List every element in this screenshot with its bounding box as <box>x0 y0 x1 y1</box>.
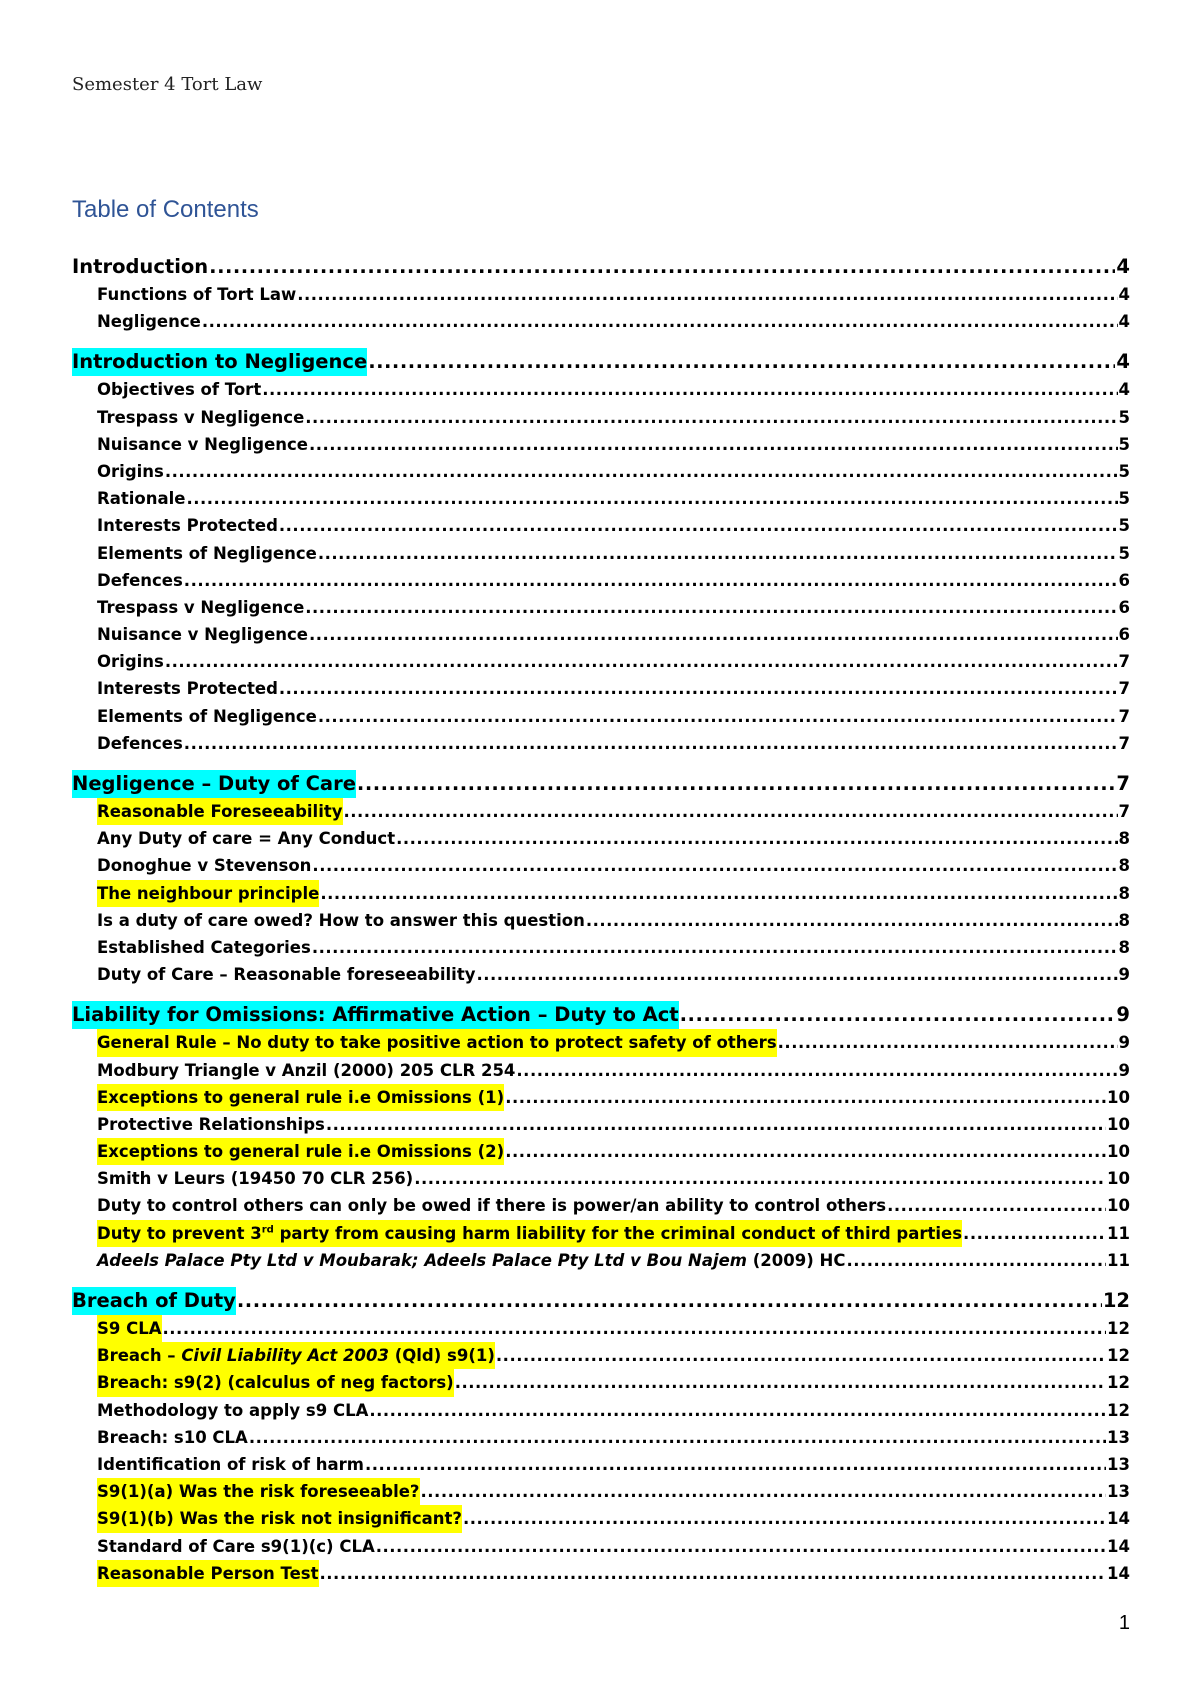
toc-subentry[interactable] <box>72 458 1130 485</box>
toc-heading-entry[interactable] <box>72 1001 1130 1029</box>
toc-subentry[interactable] <box>72 1560 1130 1587</box>
dot-leader <box>165 458 1118 485</box>
toc-page-number: 5 <box>1118 434 1130 454</box>
toc-entry-label: Smith v Leurs (19450 70 CLR 256) <box>97 1169 414 1189</box>
toc-subentry[interactable] <box>72 880 1130 907</box>
toc-entry-label: Duty of Care – Reasonable foreseeability <box>97 965 476 985</box>
toc-page-number: 10 <box>1107 1114 1130 1134</box>
toc-page-number: 10 <box>1107 1169 1130 1189</box>
toc-page-number: 6 <box>1118 597 1130 617</box>
toc-entry-label: Origins <box>97 461 164 481</box>
toc-entry-label: Nuisance v Negligence <box>97 625 308 645</box>
toc-page-number: 10 <box>1107 1196 1130 1216</box>
toc-subentry[interactable] <box>72 961 1130 988</box>
dot-leader <box>209 253 1115 281</box>
toc-page-number: 9 <box>1118 1060 1130 1080</box>
dot-leader <box>326 1111 1106 1138</box>
toc-page-number: 5 <box>1118 489 1130 509</box>
toc-subentry[interactable] <box>72 703 1130 730</box>
dot-leader <box>202 308 1118 335</box>
toc-entry-label: Interests Protected <box>97 679 278 699</box>
toc-entry-label: Any Duty of care = Any Conduct <box>97 829 396 849</box>
toc-page-number: 8 <box>1118 910 1130 930</box>
toc-entry-label: S9 CLA <box>97 1315 162 1342</box>
toc-page-number: 7 <box>1116 772 1130 795</box>
toc-page-number: 13 <box>1107 1427 1130 1447</box>
toc-page-number: 7 <box>1118 802 1130 821</box>
dot-leader <box>421 1478 1107 1505</box>
toc-subentry[interactable] <box>72 281 1130 308</box>
toc-title: Table of Contents <box>72 196 259 223</box>
toc-entry-label: Adeels Palace Pty Ltd v Moubarak; Adeels Palace Pty Ltd v Bou Najem (2009) HC <box>97 1250 846 1270</box>
toc-subentry[interactable] <box>72 512 1130 539</box>
toc-entry-label: Breach: s10 CLA <box>97 1427 248 1447</box>
dot-leader <box>496 1342 1106 1369</box>
toc-entry-label: Negligence – Duty of Care <box>72 770 356 798</box>
toc-page-number: 12 <box>1107 1319 1130 1338</box>
dot-leader <box>309 621 1118 648</box>
toc-page-number: 12 <box>1107 1373 1130 1393</box>
toc-entry-label: Defences <box>97 733 183 753</box>
toc-subentry[interactable] <box>72 1369 1130 1396</box>
toc-page-number: 13 <box>1107 1454 1130 1474</box>
toc-subentry[interactable] <box>72 1424 1130 1451</box>
toc-entry-label: Trespass v Negligence <box>97 597 305 617</box>
toc-entry-label: Duty to prevent 3rd party from causing harm liability for the criminal conduct of third parties <box>97 1220 962 1247</box>
toc-subentry[interactable] <box>72 798 1130 825</box>
toc-entry-label: Introduction <box>72 255 209 278</box>
toc-subentry[interactable] <box>72 376 1130 403</box>
dot-leader <box>846 1247 1106 1274</box>
dot-leader <box>320 880 1117 907</box>
toc-entry-label: Breach – Civil Liability Act 2003 (Qld) s9(1) <box>97 1342 495 1369</box>
toc-subentry[interactable] <box>72 308 1130 335</box>
toc-subentry[interactable] <box>72 594 1130 621</box>
toc-subentry[interactable] <box>72 567 1130 594</box>
toc-entry-label: Is a duty of care owed? How to answer this question <box>97 910 585 930</box>
toc-subentry[interactable] <box>72 431 1130 458</box>
table-of-contents <box>72 253 1130 1587</box>
toc-subentry[interactable] <box>72 1342 1130 1369</box>
dot-leader <box>312 934 1118 961</box>
toc-page-number: 8 <box>1118 937 1130 957</box>
dot-leader <box>186 485 1117 512</box>
toc-page-number: 9 <box>1116 1003 1130 1027</box>
toc-entry-label: Interests Protected <box>97 516 278 536</box>
toc-entry-label: Identification of risk of harm <box>97 1454 365 1474</box>
toc-page-number: 12 <box>1107 1346 1130 1366</box>
toc-entry-label: Elements of Negligence <box>97 706 317 726</box>
toc-subentry[interactable] <box>72 485 1130 512</box>
toc-heading-entry[interactable] <box>72 770 1130 798</box>
toc-subentry[interactable] <box>72 1057 1130 1084</box>
toc-entry-label: Rationale <box>97 489 186 509</box>
dot-leader <box>305 594 1117 621</box>
toc-page-number: 12 <box>1102 1289 1130 1312</box>
toc-heading-entry[interactable] <box>72 348 1130 376</box>
toc-subentry[interactable] <box>72 540 1130 567</box>
dot-leader <box>344 798 1118 825</box>
dot-leader <box>680 1001 1116 1029</box>
dot-leader <box>887 1192 1106 1219</box>
toc-page-number: 6 <box>1118 625 1130 645</box>
toc-subentry[interactable] <box>72 1451 1130 1478</box>
dot-leader <box>184 730 1118 757</box>
toc-entry-label: Protective Relationships <box>97 1114 325 1134</box>
toc-entry-label: Objectives of Tort <box>97 380 262 400</box>
toc-subentry[interactable] <box>72 730 1130 757</box>
toc-subentry[interactable] <box>72 907 1130 934</box>
dot-leader <box>309 431 1118 458</box>
toc-entry-label: Donoghue v Stevenson <box>97 856 312 876</box>
toc-page-number: 8 <box>1118 883 1130 903</box>
toc-subentry[interactable] <box>72 1397 1130 1424</box>
dot-leader <box>778 1029 1118 1056</box>
toc-page-number: 8 <box>1118 829 1130 849</box>
dot-leader <box>318 703 1118 730</box>
toc-page-number: 11 <box>1107 1250 1130 1270</box>
dot-leader <box>505 1084 1106 1111</box>
toc-subentry[interactable] <box>72 404 1130 431</box>
dot-leader <box>455 1369 1106 1396</box>
toc-page-number: 10 <box>1107 1142 1130 1162</box>
toc-page-number: 4 <box>1116 350 1130 374</box>
toc-page-number: 7 <box>1118 652 1130 672</box>
toc-subentry[interactable] <box>72 934 1130 961</box>
dot-leader <box>184 567 1118 594</box>
toc-page-number: 4 <box>1118 312 1130 332</box>
toc-subentry[interactable] <box>72 1505 1130 1532</box>
dot-leader <box>305 404 1117 431</box>
toc-entry-label: Duty to control others can only be owed if there is power/an ability to control others <box>97 1196 887 1216</box>
toc-page-number: 7 <box>1118 706 1130 726</box>
toc-page-number: 5 <box>1118 461 1130 481</box>
page-number: 1 <box>1118 1612 1130 1634</box>
toc-entry-label: Methodology to apply s9 CLA <box>97 1400 369 1420</box>
toc-entry-label: Breach: s9(2) (calculus of neg factors) <box>97 1369 454 1396</box>
toc-page-number: 14 <box>1107 1536 1130 1556</box>
dot-leader <box>297 281 1117 308</box>
toc-entry-label: S9(1)(b) Was the risk not insignificant? <box>97 1505 462 1532</box>
toc-page-number: 5 <box>1118 543 1130 563</box>
toc-entry-label: Negligence <box>97 312 201 332</box>
dot-leader <box>476 961 1117 988</box>
dot-leader <box>463 1505 1106 1532</box>
dot-leader <box>414 1165 1106 1192</box>
dot-leader <box>505 1138 1106 1165</box>
toc-page-number: 10 <box>1107 1087 1130 1107</box>
toc-subentry[interactable] <box>72 1192 1130 1219</box>
dot-leader <box>262 376 1117 403</box>
toc-page-number: 9 <box>1118 1033 1130 1053</box>
toc-entry-label: The neighbour principle <box>97 880 319 907</box>
dot-leader <box>369 1397 1106 1424</box>
toc-entry-label: Breach of Duty <box>72 1287 236 1315</box>
toc-entry-label: Functions of Tort Law <box>97 285 297 304</box>
toc-entry-label: Introduction to Negligence <box>72 348 367 376</box>
toc-entry-label: Elements of Negligence <box>97 543 317 563</box>
toc-entry-label: Reasonable Person Test <box>97 1560 319 1587</box>
dot-leader <box>318 540 1118 567</box>
toc-page-number: 4 <box>1118 380 1130 400</box>
toc-subentry[interactable] <box>72 1138 1130 1165</box>
toc-subentry[interactable] <box>72 1220 1130 1247</box>
dot-leader <box>320 1560 1107 1587</box>
toc-entry-label: Defences <box>97 570 183 590</box>
toc-subentry[interactable] <box>72 1533 1130 1560</box>
toc-subentry[interactable] <box>72 1478 1130 1505</box>
dot-leader <box>376 1533 1106 1560</box>
toc-page-number: 8 <box>1118 856 1130 876</box>
toc-subentry[interactable] <box>72 648 1130 675</box>
toc-subentry[interactable] <box>72 852 1130 879</box>
toc-page-number: 5 <box>1118 516 1130 536</box>
toc-heading-entry[interactable] <box>72 253 1130 281</box>
toc-entry-label: Exceptions to general rule i.e Omissions (1) <box>97 1084 504 1111</box>
toc-entry-label: Trespass v Negligence <box>97 407 305 427</box>
toc-page-number: 13 <box>1107 1482 1130 1502</box>
toc-subentry[interactable] <box>72 621 1130 648</box>
toc-page-number: 11 <box>1107 1223 1130 1243</box>
toc-entry-label: Standard of Care s9(1)(c) CLA <box>97 1536 375 1556</box>
dot-leader <box>396 825 1117 852</box>
toc-entry-label: Reasonable Foreseeability <box>97 798 343 825</box>
toc-entry-label: S9(1)(a) Was the risk foreseeable? <box>97 1478 420 1505</box>
dot-leader <box>165 648 1118 675</box>
dot-leader <box>249 1424 1106 1451</box>
toc-entry-label: Modbury Triangle v Anzil (2000) 205 CLR 254 <box>97 1060 516 1080</box>
dot-leader <box>279 675 1118 702</box>
dot-leader <box>963 1220 1106 1247</box>
toc-entry-label: Origins <box>97 652 164 672</box>
dot-leader <box>312 852 1117 879</box>
toc-subentry[interactable] <box>72 1029 1130 1056</box>
dot-leader <box>368 348 1115 376</box>
toc-page-number: 14 <box>1107 1563 1130 1583</box>
toc-entry-label: Liability for Omissions: Affirmative Action – Duty to Act <box>72 1001 679 1029</box>
toc-subentry[interactable] <box>72 1111 1130 1138</box>
dot-leader <box>365 1451 1106 1478</box>
toc-page-number: 7 <box>1118 733 1130 753</box>
toc-entry-label: Established Categories <box>97 937 311 957</box>
dot-leader <box>163 1315 1107 1342</box>
toc-subentry[interactable] <box>72 1084 1130 1111</box>
toc-page-number: 9 <box>1118 965 1130 985</box>
toc-page-number: 6 <box>1118 570 1130 590</box>
dot-leader <box>279 512 1118 539</box>
toc-subentry[interactable] <box>72 1165 1130 1192</box>
toc-page-number: 4 <box>1118 285 1130 304</box>
dot-leader <box>516 1057 1117 1084</box>
toc-page-number: 12 <box>1107 1400 1130 1420</box>
toc-page-number: 4 <box>1116 255 1130 278</box>
toc-page-number: 14 <box>1107 1509 1130 1529</box>
toc-heading-entry[interactable] <box>72 1287 1130 1315</box>
toc-entry-label: General Rule – No duty to take positive action to protect safety of others <box>97 1029 777 1056</box>
page-header: Semester 4 Tort Law <box>72 74 263 95</box>
dot-leader <box>586 907 1118 934</box>
toc-subentry[interactable] <box>72 675 1130 702</box>
toc-page-number: 7 <box>1118 679 1130 699</box>
toc-entry-label: Nuisance v Negligence <box>97 434 308 454</box>
toc-subentry[interactable] <box>72 1315 1130 1342</box>
toc-entry-label: Exceptions to general rule i.e Omissions (2) <box>97 1138 504 1165</box>
dot-leader <box>357 770 1116 798</box>
toc-subentry[interactable] <box>72 825 1130 852</box>
toc-page-number: 5 <box>1118 407 1130 427</box>
toc-subentry[interactable] <box>72 1247 1130 1274</box>
dot-leader <box>237 1287 1102 1315</box>
